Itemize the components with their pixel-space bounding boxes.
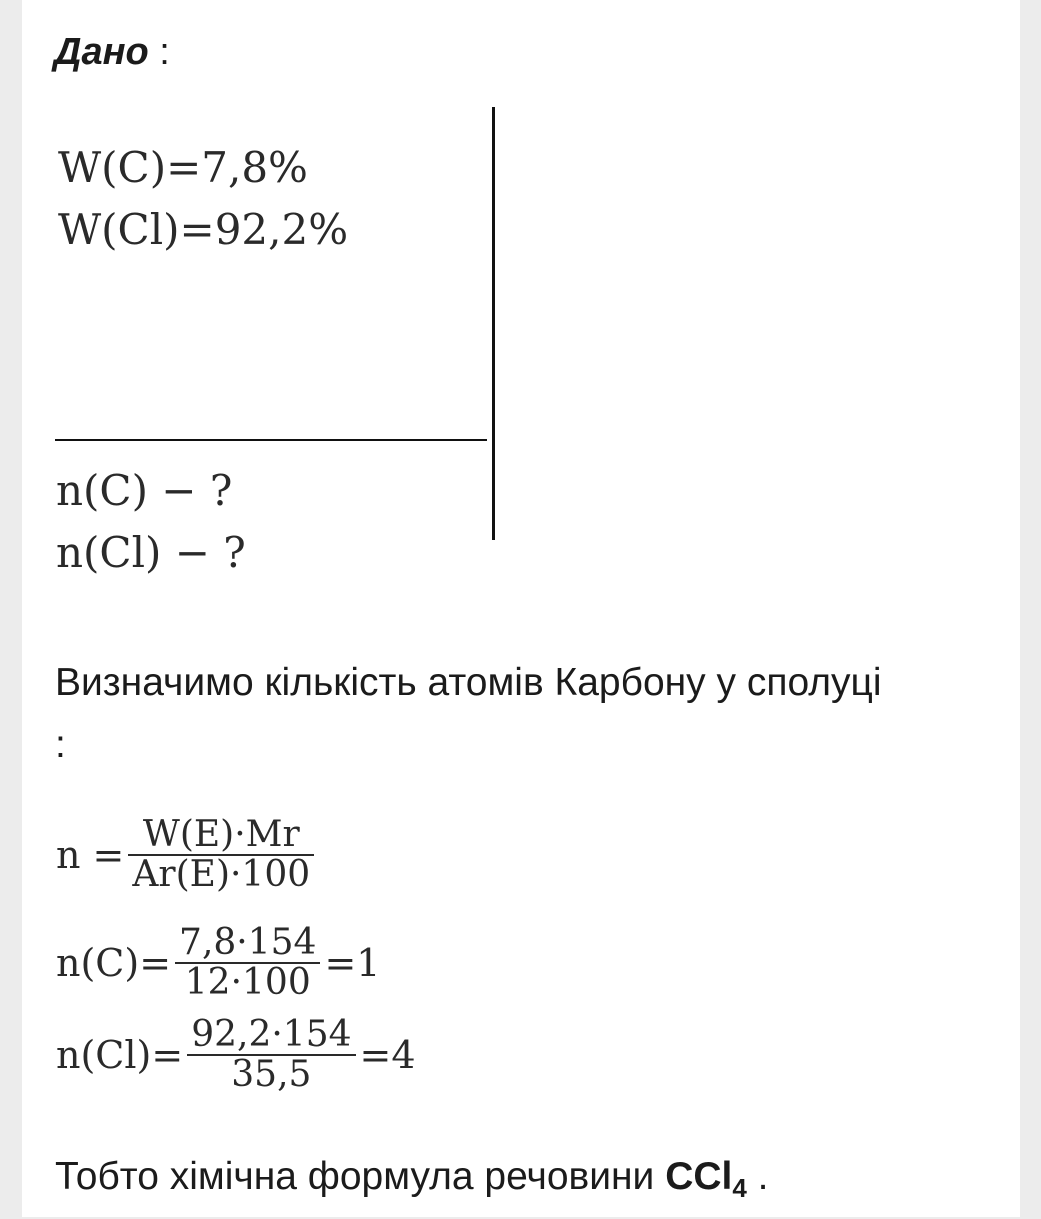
given-mass-fraction-chlorine: W(Cl)=92,2%	[58, 205, 349, 254]
find-carbon-atoms: n(C) − ?	[56, 466, 233, 515]
general-formula	[56, 816, 318, 894]
chlorine-calc-numerator: 92,2·154	[187, 1016, 355, 1056]
conclusion-end: .	[746, 1155, 769, 1198]
chlorine-calc-fraction	[187, 1016, 355, 1094]
given-heading	[54, 28, 170, 76]
conclusion-formula-main: CCl	[665, 1155, 733, 1198]
conclusion-formula-subscript: 4	[732, 1173, 747, 1203]
carbon-calc-fraction	[175, 924, 320, 1002]
find-chlorine-atoms: n(Cl) − ?	[56, 528, 246, 577]
carbon-calc-numerator: 7,8·154	[175, 924, 320, 964]
intro-sentence: Визначимо кількість атомів Карбону у сполуці	[55, 661, 882, 704]
general-formula-numerator: W(E)·Mr	[128, 816, 314, 856]
chlorine-calc-lhs: n(Cl)=	[56, 1032, 184, 1077]
given-label: Дано	[54, 31, 149, 73]
chlorine-calc-denominator: 35,5	[231, 1053, 312, 1095]
carbon-calc-denominator: 12·100	[184, 961, 311, 1003]
conclusion-sentence	[55, 1146, 769, 1219]
given-mass-fraction-carbon: W(C)=7,8%	[58, 143, 308, 192]
chlorine-calculation	[56, 1016, 416, 1094]
given-colon: :	[148, 31, 170, 73]
general-formula-denominator: Ar(E)·100	[132, 853, 311, 895]
chlorine-calc-result: =4	[359, 1032, 416, 1077]
carbon-calc-lhs: n(C)=	[56, 940, 172, 985]
carbon-calc-result: =1	[324, 940, 381, 985]
general-formula-lhs: n =	[56, 832, 125, 877]
given-separator-horizontal	[55, 439, 487, 441]
conclusion-text: Тобто хімічна формула речовини	[55, 1155, 666, 1198]
intro-colon: :	[55, 723, 66, 766]
carbon-calculation	[56, 924, 381, 1002]
given-separator-vertical	[492, 107, 495, 540]
general-formula-fraction	[128, 816, 314, 894]
conclusion-formula	[665, 1155, 747, 1203]
